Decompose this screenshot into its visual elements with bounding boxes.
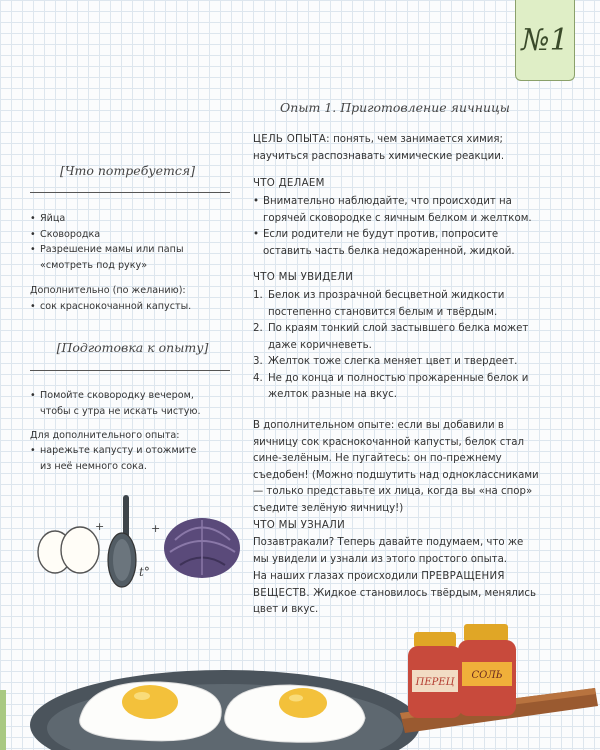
saw-item — [253, 321, 541, 354]
prep-list — [30, 388, 210, 419]
doing-item: • Внимательно наблюдайте, что происходит на горячей сковородке с яичным белком и желтком. — [253, 194, 541, 227]
extra-list — [30, 443, 210, 474]
saw-item-text: Белок из прозрачной бесцветной жидкости постепенно становится белым и твёрдым. — [268, 290, 505, 318]
learned-heading: ЧТО МЫ УЗНАЛИ — [253, 520, 346, 531]
spice-jars-illustration — [380, 618, 600, 750]
saw-item-number: 2. — [253, 323, 263, 334]
chapter-bookmark — [515, 0, 575, 81]
pepper-jar-icon — [408, 632, 462, 718]
learned-paragraph-1: Позавтракали? Теперь давайте подумаем, что же мы увидели и узнали из этого простого опыта. — [253, 537, 524, 565]
ingredients-illustration — [35, 490, 250, 590]
needs-item: • Яйца — [30, 211, 225, 227]
saw-list — [253, 288, 541, 404]
temperature-label: t° — [139, 565, 150, 579]
red-cabbage-icon — [164, 518, 240, 578]
extra-item: • нарежьте капусту и отожмите из неё немного сока. — [30, 443, 210, 474]
optional-label: Дополнительно (по желанию): — [30, 285, 186, 296]
extra-experiment-paragraph: В дополнительном опыте: если вы добавили в яичницу сок краснокочанной капусты, белок стал сине-зелёным. Не пугайтесь: он по-прежнему съедобен! (Можно подшутить над одноклассниками — только представьте их лица, когда вы «на спор» съедите зелёную яичницу!) — [253, 420, 539, 514]
prep-rule — [30, 370, 230, 371]
experiment-title: Опыт 1. Приготовление яичницы — [280, 100, 510, 115]
saw-item-text: Не до конца и полностью прожаренные белок и желток разные на вкус. — [268, 372, 529, 400]
learned-text: Жидкое становилось твёрдым, менялись цвет и вкус. — [253, 587, 537, 615]
salt-jar-icon — [458, 624, 516, 716]
learned-caps-text: ПРЕВРАЩЕНИЯ ВЕЩЕСТВ. — [253, 571, 505, 599]
needs-item: • Сковородка — [30, 227, 225, 243]
saw-item-number: 3. — [253, 356, 263, 367]
saw-item-text: По краям тонкий слой застывшего белка может даже коричневеть. — [268, 323, 529, 351]
extra-label: Для дополнительного опыта: — [30, 430, 180, 441]
doing-heading: ЧТО ДЕЛАЕМ — [253, 178, 325, 189]
bookmark-label: №1 — [521, 22, 569, 58]
salt-label: СОЛЬ — [471, 670, 503, 681]
prep-item: • Помойте сковородку вечером, чтобы с утра не искать чистую. — [30, 388, 210, 419]
saw-item — [253, 288, 541, 321]
learned-text: На наших глазах происходили — [253, 571, 418, 582]
plus-sign: + — [151, 522, 161, 535]
saw-item-number: 1. — [253, 290, 263, 301]
eggs-icon — [38, 527, 99, 573]
plus-sign: + — [95, 520, 105, 533]
optional-item: • сок краснокочанной капусты. — [30, 299, 225, 315]
goal-paragraph — [253, 132, 541, 165]
goal-text: понять, чем занимается химия; научиться распознавать химические реакции. — [253, 134, 505, 162]
needs-list — [30, 211, 225, 273]
goal-label: ЦЕЛЬ ОПЫТА: — [253, 134, 330, 145]
optional-list — [30, 299, 225, 315]
page-edge-strip — [0, 690, 6, 750]
pepper-label: ПЕРЕЦ — [415, 677, 455, 688]
fried-eggs-pan-illustration — [20, 640, 440, 750]
needs-item: • Разрешение мамы или папы «смотреть под руку» — [30, 242, 225, 273]
saw-item-number: 4. — [253, 372, 263, 384]
saw-heading: ЧТО МЫ УВИДЕЛИ — [253, 272, 354, 283]
prep-heading: [Подготовка к опыту] — [56, 340, 209, 355]
needs-heading: [Что потребуется] — [59, 163, 195, 178]
saw-item-text: Желток тоже слегка меняет цвет и твердеет. — [268, 356, 518, 367]
doing-item: • Если родители не будут против, попросите оставить часть белка недожаренной, жидкой. — [253, 227, 541, 260]
learned-paragraph-2 — [253, 569, 541, 619]
saw-item — [253, 371, 541, 404]
frying-pan-icon — [108, 495, 136, 587]
needs-rule — [30, 192, 230, 193]
saw-item — [253, 354, 541, 371]
doing-list — [253, 194, 541, 260]
